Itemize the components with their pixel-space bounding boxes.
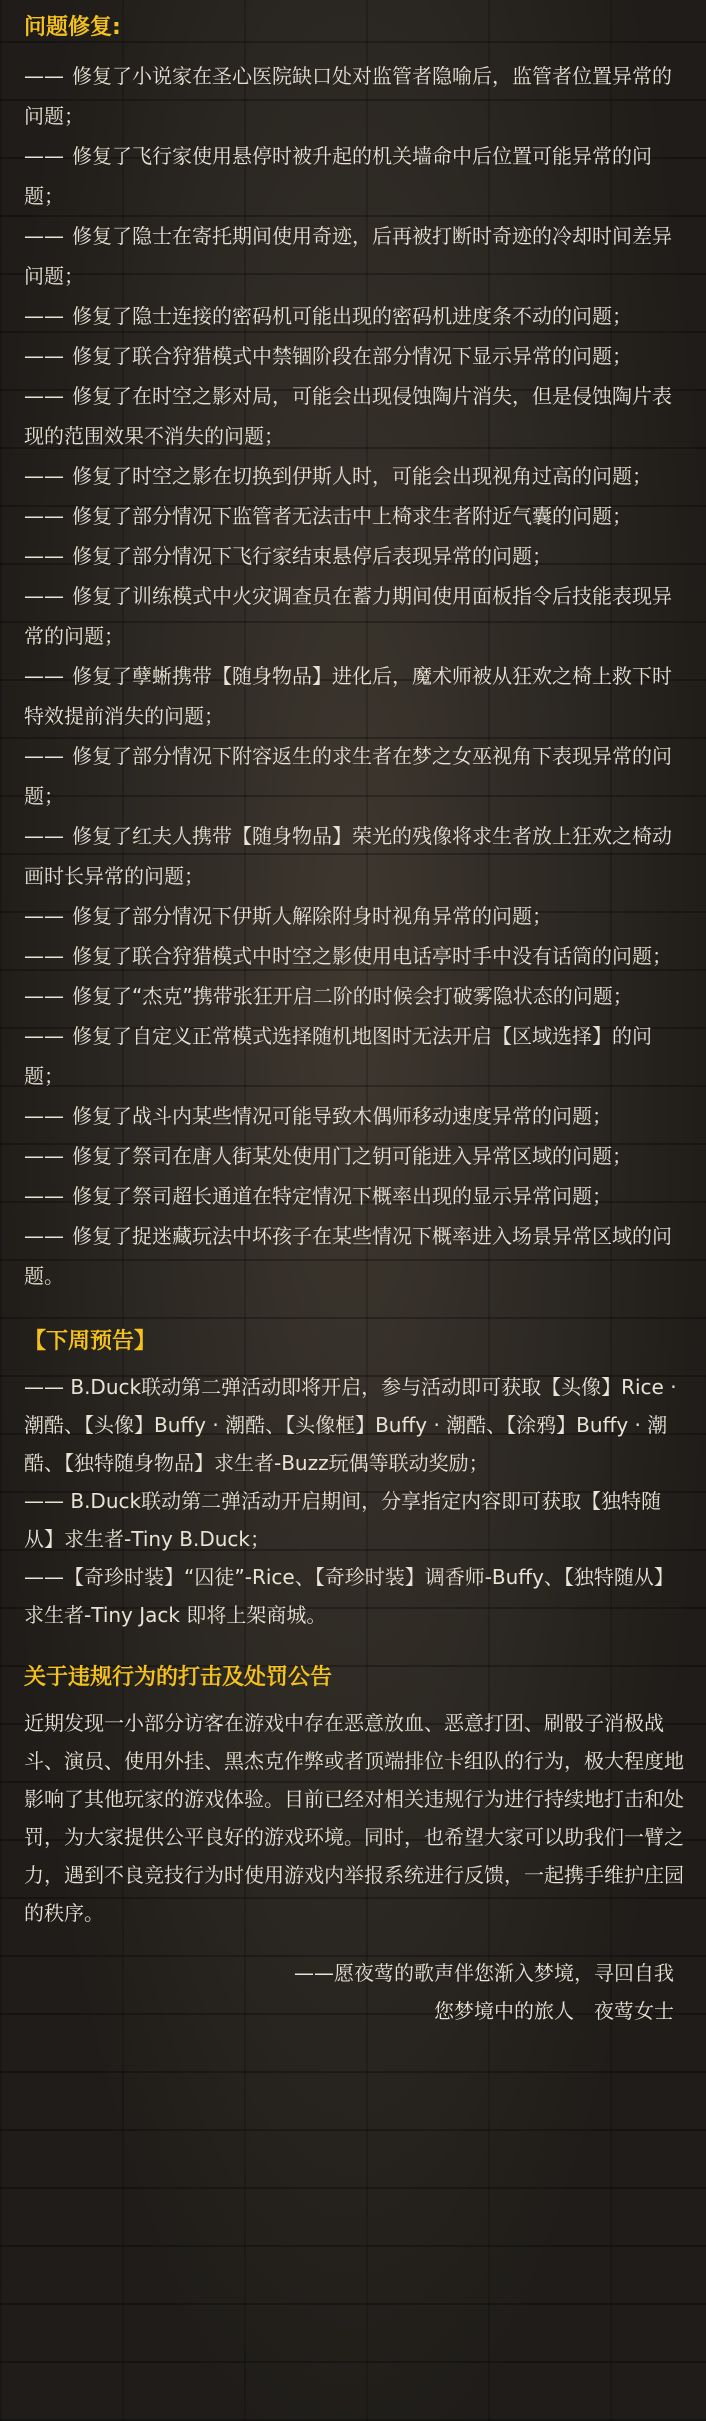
fix-item	[24, 576, 684, 656]
dash-marker: ——	[24, 1104, 64, 1128]
dash-marker: ——	[24, 984, 64, 1008]
fix-text: 修复了祭司超长通道在特定情况下概率出现的显示异常问题；	[72, 1184, 612, 1208]
fix-text: 修复了部分情况下监管者无法击中上椅求生者附近气囊的问题；	[72, 504, 632, 528]
fix-item	[24, 1016, 684, 1096]
fix-item	[24, 976, 684, 1016]
fix-item	[24, 216, 684, 296]
fix-text: 修复了部分情况下飞行家结束悬停后表现异常的问题；	[72, 544, 552, 568]
preview-block	[24, 1368, 684, 1634]
dash-marker: ——	[24, 664, 64, 688]
signature	[24, 1954, 684, 2030]
fix-text: 修复了联合狩猎模式中禁锢阶段在部分情况下显示异常的问题；	[72, 344, 632, 368]
fix-text: 修复了部分情况下附容返生的求生者在梦之女巫视角下表现异常的问题；	[24, 744, 672, 808]
preview-title: 【下周预告】	[24, 1329, 157, 1354]
fix-text: 修复了战斗内某些情况可能导致木偶师移动速度异常的问题；	[72, 1104, 612, 1128]
fix-item	[24, 1136, 684, 1176]
fix-item	[24, 896, 684, 936]
dash-marker: ——	[24, 304, 64, 328]
dash-marker: ——	[24, 1144, 64, 1168]
dash-marker: ——	[24, 1224, 64, 1248]
fix-item	[24, 296, 684, 336]
fix-text: 修复了隐士在寄托期间使用奇迹，后再被打断时奇迹的冷却时间差异问题；	[24, 224, 672, 288]
fix-text: 修复了孽蜥携带【随身物品】进化后，魔术师被从狂欢之椅上救下时特效提前消失的问题；	[24, 664, 672, 728]
signature-line: ——愿夜莺的歌声伴您渐入梦境，寻回自我	[294, 1961, 674, 1985]
dash-marker: ——	[24, 1024, 64, 1048]
preview-item: —— B.Duck联动第二弹活动开启期间，分享指定内容即可获取【独特随从】求生者-Tiny B.Duck；	[24, 1489, 662, 1551]
dash-marker: ——	[24, 464, 64, 488]
fix-item	[24, 56, 684, 136]
fix-text: 修复了训练模式中火灾调查员在蓄力期间使用面板指令后技能表现异常的问题；	[24, 584, 672, 648]
fix-item	[24, 1096, 684, 1136]
fix-item	[24, 376, 684, 456]
dash-marker: ——	[24, 344, 64, 368]
fix-text: 修复了部分情况下伊斯人解除附身时视角异常的问题；	[72, 904, 552, 928]
dash-marker: ——	[24, 384, 64, 408]
fix-text: 修复了在时空之影对局，可能会出现侵蚀陶片消失，但是侵蚀陶片表现的范围效果不消失的问题；	[24, 384, 672, 448]
dash-marker: ——	[24, 824, 64, 848]
fix-item	[24, 456, 684, 496]
fix-item	[24, 936, 684, 976]
fix-item	[24, 496, 684, 536]
fix-item	[24, 536, 684, 576]
dash-marker: ——	[24, 504, 64, 528]
dash-marker: ——	[24, 584, 64, 608]
fix-text: 修复了自定义正常模式选择随机地图时无法开启【区域选择】的问题；	[24, 1024, 652, 1088]
dash-marker: ——	[24, 1184, 64, 1208]
fix-text: 修复了红夫人携带【随身物品】荣光的残像将求生者放上狂欢之椅动画时长异常的问题；	[24, 824, 672, 888]
fix-text: 修复了飞行家使用悬停时被升起的机关墙命中后位置可能异常的问题；	[24, 144, 652, 208]
fix-item	[24, 816, 684, 896]
fix-text: 修复了祭司在唐人街某处使用门之钥可能进入异常区域的问题；	[72, 1144, 632, 1168]
fix-item	[24, 1216, 684, 1296]
fix-item	[24, 336, 684, 376]
fix-item	[24, 136, 684, 216]
dash-marker: ——	[24, 64, 64, 88]
notice-title: 关于违规行为的打击及处罚公告	[24, 1665, 333, 1690]
dash-marker: ——	[24, 144, 64, 168]
dash-marker: ——	[24, 744, 64, 768]
notice-body: 近期发现一小部分访客在游戏中存在恶意放血、恶意打团、刷骰子消极战斗、演员、使用外挂、黑杰克作弊或者顶端排位卡组队的行为，极大程度地影响了其他玩家的游戏体验。目前已经对相关违规行为进行持续地打击和处罚，为大家提供公平良好的游戏环境。同时，也希望大家可以助我们一臂之力，遇到不良竞技行为时使用游戏内举报系统进行反馈，一起携手维护庄园的秩序。	[24, 1711, 684, 1925]
fix-text: 修复了联合狩猎模式中时空之影使用电话亭时手中没有话筒的问题；	[72, 944, 672, 968]
fix-text: 修复了隐士连接的密码机可能出现的密码机进度条不动的问题；	[72, 304, 632, 328]
dash-marker: ——	[24, 224, 64, 248]
fix-item	[24, 656, 684, 736]
fix-item	[24, 1176, 684, 1216]
fix-text: 修复了“杰克”携带张狂开启二阶的时候会打破雾隐状态的问题；	[72, 984, 633, 1008]
fix-text: 修复了小说家在圣心医院缺口处对监管者隐喻后，监管者位置异常的问题；	[24, 64, 672, 128]
fix-text: 修复了捉迷藏玩法中坏孩子在某些情况下概率进入场景异常区域的问题。	[24, 1224, 672, 1288]
fixes-title: 问题修复:	[24, 15, 121, 40]
preview-item: —— B.Duck联动第二弹活动即将开启，参与活动即可获取【头像】Rice · 潮酷、【头像】Buffy · 潮酷、【头像框】Buffy · 潮酷、【涂鸦】Buffy · 潮酷、【独特随身物品】求生者-Buzz玩偶等联动奖励；	[24, 1375, 677, 1475]
dash-marker: ——	[24, 944, 64, 968]
fix-item	[24, 736, 684, 816]
preview-item: ——【奇珍时装】“囚徒”-Rice、【奇珍时装】调香师-Buffy、【独特随从】求生者-Tiny Jack 即将上架商城。	[24, 1565, 674, 1627]
signature-name: 您梦境中的旅人 夜莺女士	[434, 1999, 674, 2023]
dash-marker: ——	[24, 904, 64, 928]
fix-list	[24, 56, 684, 1296]
fix-text: 修复了时空之影在切换到伊斯人时，可能会出现视角过高的问题；	[72, 464, 652, 488]
dash-marker: ——	[24, 544, 64, 568]
